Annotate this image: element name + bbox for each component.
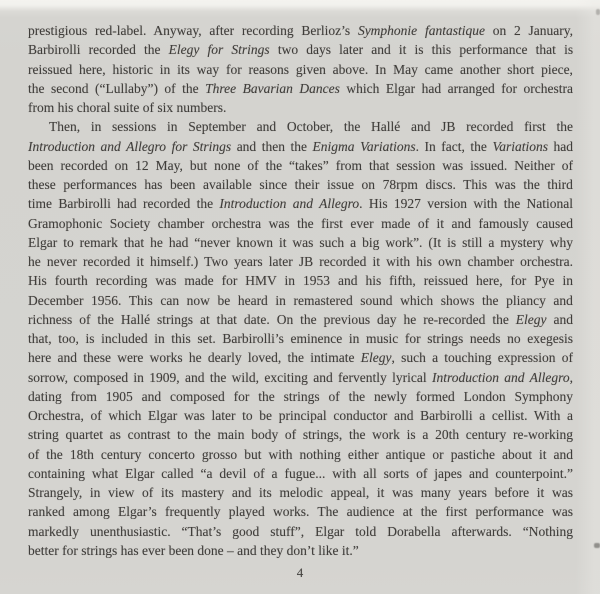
text-block <box>28 21 573 560</box>
text-segment: containing what Elgar called “a devil of a fugue... with all sorts of japes and counterpoint.” <box>28 465 574 481</box>
text-segment: Strangely, in view of its mastery and its melodic appeal, it was many years before it was <box>28 485 573 500</box>
text-line <box>28 445 573 464</box>
text-segment: of the 18th century concerto grosso but with nothing either antique or pastiche about it and <box>28 446 574 462</box>
text-segment: markedly unenthusiastic. “That’s good stuff”, Elgar told Dorabella afterwards. “Nothing <box>28 523 574 539</box>
text-segment: from his choral suite of six numbers. <box>28 100 227 115</box>
text-segment: reissued here, historic in its way for reasons given above. In May came another short piece, <box>28 61 573 77</box>
text-segment: two days later and it is this performance that is <box>269 42 574 58</box>
text-line <box>28 40 573 59</box>
text-line <box>28 137 573 156</box>
text-line <box>28 329 573 348</box>
text-segment: string quartet as contrast to the main body of strings, the work is a 20th century re-working <box>28 427 573 443</box>
text-line <box>28 194 573 213</box>
text-segment: time Barbirolli had recorded the <box>28 196 220 212</box>
italic-text-segment: Elegy <box>360 350 392 366</box>
text-segment: His fourth recording was made for HMV in 1953 and his fifth, reissued here, for Pye in <box>28 273 573 289</box>
text-segment: had <box>547 138 573 154</box>
text-line <box>28 368 573 387</box>
text-line <box>28 214 573 233</box>
italic-text-segment: Variations <box>492 138 548 154</box>
text-segment: the second (“Lullaby”) of the <box>28 80 206 96</box>
text-segment: here and these were works he dearly loved, the intimate <box>28 350 361 366</box>
text-line <box>28 387 573 406</box>
text-segment: prestigious red-label. Anyway, after recording Berlioz’s <box>28 23 358 38</box>
text-line <box>28 79 573 98</box>
text-segment: on 2 January, <box>484 23 574 38</box>
text-line <box>28 291 573 310</box>
italic-text-segment: Introduction and Allegro <box>431 369 570 385</box>
text-line <box>28 98 573 117</box>
italic-text-segment: Introduction and Allegro for Strings <box>28 138 232 154</box>
text-line <box>28 483 573 502</box>
text-line <box>28 21 573 40</box>
text-segment: sorrow, composed in 1909, and the wild, exciting and fervently lyrical <box>28 369 432 385</box>
text-segment: better for strings has ever been done – and they don’t like it.” <box>28 542 359 558</box>
text-segment: that, too, is included in this set. Barbirolli’s eminence in music for strings needs no exegesis <box>28 331 574 346</box>
text-line <box>28 156 573 175</box>
paragraph <box>28 21 573 117</box>
text-segment: richness of the Hallé strings at that date. On the previous day he re-recorded the <box>28 311 516 327</box>
text-line <box>28 406 573 425</box>
text-line <box>28 233 573 252</box>
text-line <box>28 117 573 136</box>
text-segment: which Elgar had arranged for orchestra <box>339 80 574 96</box>
text-line <box>28 464 573 483</box>
text-segment: Elgar to remark that he had “never known it was such a big work”. (It is still a mystery why <box>28 234 574 250</box>
italic-text-segment: Symphonie fantastique <box>357 23 485 38</box>
text-segment: . In fact, the <box>415 138 493 154</box>
text-segment: and then the <box>231 138 313 154</box>
text-segment: . His 1927 version with the National <box>359 196 574 212</box>
paragraph <box>28 117 573 560</box>
text-line <box>28 502 573 521</box>
text-line <box>28 522 573 541</box>
scan-artifact-speck <box>596 9 600 15</box>
italic-text-segment: Introduction and Allegro <box>219 196 360 212</box>
text-segment: ranked among Elgar’s frequently played works. The audience at the first performance was <box>28 504 574 520</box>
scan-artifact-speck <box>594 543 600 548</box>
text-segment: , <box>569 369 574 385</box>
text-line <box>28 252 573 271</box>
italic-text-segment: Elegy <box>515 311 547 327</box>
italic-text-segment: Three Bavarian Dances <box>205 80 340 96</box>
text-segment: he never recorded it himself.) Two years later JB recorded it with his own chamber orchestra. <box>28 254 574 269</box>
text-segment: dating from 1905 and composed for the strings of the newly formed London Symphony <box>28 388 574 404</box>
text-line <box>28 348 573 367</box>
text-line <box>28 310 573 329</box>
text-line <box>28 271 573 290</box>
text-segment: and <box>546 311 573 327</box>
text-segment: been recorded on 12 May, but none of the “takes” from that session was issued. Neither of <box>28 157 573 173</box>
text-segment: December 1956. This can now be heard in remastered sound which shows the pliancy and <box>28 292 573 308</box>
text-line <box>28 541 573 560</box>
italic-text-segment: Elegy for Strings <box>168 42 270 58</box>
page-number: 4 <box>296 565 304 580</box>
text-line <box>28 175 573 194</box>
text-line <box>28 425 573 444</box>
text-segment: Gramophonic Society chamber orchestra was the first ever made of it and famously caused <box>28 215 574 231</box>
text-segment: Then, in sessions in September and October, the Hallé and JB recorded first the <box>49 119 574 135</box>
text-segment: , such a touching expression of <box>391 350 574 366</box>
text-segment: Barbirolli recorded the <box>28 42 169 58</box>
text-line <box>28 60 573 79</box>
text-segment: these performances has been available since their issue on 78rpm discs. This was the third <box>28 177 573 192</box>
italic-text-segment: Enigma Variations <box>312 138 416 154</box>
text-segment: Orchestra, of which Elgar was later to be principal conductor and Barbirolli a cellist. With a <box>28 408 573 423</box>
